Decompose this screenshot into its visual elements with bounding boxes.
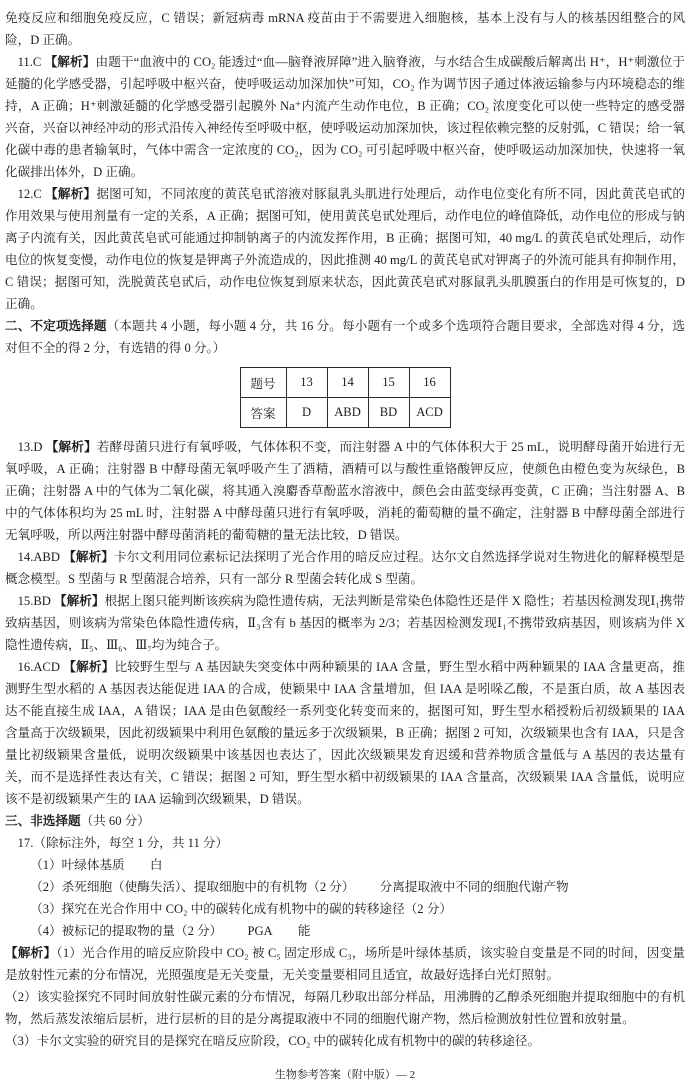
table-cell-number: 15 [368,368,409,398]
table-cell-answer: ABD [327,398,368,428]
table-header-label: 题号 [240,368,286,398]
answer-part: PGA [247,924,273,938]
explanation-text: （1）光合作用的暗反应阶段中 CO₂ 被 C₅ 固定形成 C₃，场所是叶绿体基质，该实验自变量是不同的时间，因变量是放射性元素的分布情况，光照强度是无关变量，无关变量要相同且适宜，故最好选择白光灯照射。 [5,946,685,982]
answer-document [5,7,685,1052]
answer-part: （2）杀死细胞（使酶失活）、提取细胞中的有机物（2 分） [30,880,355,894]
explanation-tag: 【解析】 [45,187,97,201]
table-cell-answer: BD [368,398,409,428]
question-number-answer: 12.C [17,187,42,201]
page-footer: 生物参考答案（附中版）— 2 [274,1069,416,1081]
section-note: （共 60 分） [80,814,150,828]
answer-table [240,367,451,428]
answer-item-14 [5,546,685,590]
q17-answer-2 [5,876,685,898]
answer-part: 分离提取液中不同的细胞代谢产物 [379,880,569,894]
table-cell-number: 16 [409,368,450,398]
scoring-note: （除标注外，每空 1 分，共 11 分） [33,836,229,850]
question-number-answer: 16.ACD [17,660,60,674]
answer-part: 能 [297,924,311,938]
table-row-answers [240,398,450,428]
explanation-tag: 【解析】 [45,440,97,454]
answer-table-wrapper [5,367,685,428]
explanation-text: 据图可知，不同浓度的黄芪皂甙溶液对豚鼠乳头肌进行处理后，动作电位变化有所不同，因此黄芪皂甙的作用效果与使用剂量有一定的关系，A 正确；据图可知，使用黄芪皂甙处理后，动作电位的峰值降低，动作电位的形成与钠离子内流有关，因此黄芪皂甙可能通过抑制钠离子的内流发挥作用，B 正确；据图可知，40 mg/L 的黄芪皂甙处理后，动作电位的恢复变慢，动作电位的恢复是钾离子外流造成的，因此推测 40 mg/L 的黄芪皂甙对钾离子的外流可能具有抑制作用，C 错误；据图可知，洗脱黄芪皂甙后，动作电位恢复到原来状态，因此黄芪皂甙对豚鼠乳头肌膜蛋白的作用是可恢复的，D 正确。 [5,187,686,311]
q17-answer-3 [5,898,685,920]
q17-answer-1 [5,854,685,876]
table-cell-answer: D [286,398,327,428]
answer-item-16 [5,656,685,810]
explanation-tag: 【解析】 [54,594,105,608]
question-number-answer: 15.BD [17,594,51,608]
q17-explanation-3: （3）卡尔文实验的研究目的是探究在暗反应阶段，CO₂ 中的碳转化成有机物中的碳的转移途径。 [5,1034,541,1048]
q17-answer-4 [5,920,685,942]
q17-explanation-1 [5,942,685,986]
question-number: 17. [17,836,34,850]
answer-item-15 [5,590,685,656]
section-heading-non-choice [5,810,685,832]
answer-part: 白 [149,858,163,872]
table-row-numbers [240,368,450,398]
answer-item-13 [5,436,685,546]
carryover-paragraph: 免疫反应和细胞免疫反应，C 错误；新冠病毒 mRNA 疫苗由于不需要进入细胞核，基本上没有与人的核基因组整合的风险，D 正确。 [5,11,685,47]
section-note: （本题共 4 小题，每小题 4 分，共 16 分。每小题有一个或多个选项符合题目要求，全部选对得 4 分，选对但不全的得 2 分，有选错的得 0 分。） [5,319,685,355]
question-number-answer: 14.ABD [17,550,60,564]
question-number-answer: 13.D [17,440,43,454]
table-cell-number: 14 [327,368,368,398]
section-title: 三、非选择题 [5,814,81,828]
explanation-tag: 【解析】 [5,946,57,960]
table-cell-answer: ACD [409,398,450,428]
answer-part: （3）探究在光合作用中 CO₂ 中的碳转化成有机物中的碳的转移途径（2 分） [30,902,452,916]
table-answer-label: 答案 [240,398,286,428]
explanation-text: 若酵母菌只进行有氧呼吸，气体体积不变，而注射器 A 中的气体体积大于 25 mL，说明酵母菌开始进行无氧呼吸，A 正确；注射器 B 中酵母菌无氧呼吸产生了酒精，酒精可以与酸性重铬酸钾反应，使颜色由橙色变为灰绿色，B 正确；注射器 A 中的气体为二氧化碳，将其通入溴麝香草酚蓝水溶液中，颜色会由蓝变绿再变黄，C 正确；当注射器 A、B 中的气体体积均为 25 mL 时，注射器 A 中酵母菌只进行有氧呼吸，消耗的葡萄糖的量不确定，注射器 B 中酵母菌全部进行无氧呼吸，所以两注射器中酵母菌消耗的葡萄糖的量无法比较，D 错误。 [5,440,686,542]
explanation-text: 比较野生型与 A 基因缺失突变体中两种颖果的 IAA 含量，野生型水稻中两种颖果的 IAA 含量更高，推测野生型水稻的 A 基因表达能促进 IAA 的合成，使颖果中 IAA 含量增加，但 IAA 是吲哚乙酸，不是蛋白质，故 A 基因表达不能直接生成 IAA，A 错误；IAA 是由色氨酸经一系列变化转变而来的，据图可知，野生型水稻授粉后初级颖果的 IAA 含量高于次级颖果，因此初级颖果中利用色氨酸的量远多于次级颖果，B 正确；据图 2 可知，次级颖果也含有 IAA，只是含量比初级颖果含量低，说明次级颖果中该基因也表达了，因此次级颖果发育迟缓和营养物质含量低与 A 基因的表达量有关，而不是选择性表达有关，C 错误；据图 2 可知，野生型水稻中初级颖果的 IAA 含量高，次级颖果 IAA 含量低，说明应该不是初级颖果产生的 IAA 运输到次级颖果，D 错误。 [5,660,686,806]
question-number-answer: 11.C [17,55,42,69]
explanation-text: 根据上图只能判断该疾病为隐性遗传病，无法判断是常染色体隐性还是伴 X 隐性；若基因检测发现Ⅰ₁携带致病基因，则该病为常染色体隐性遗传病，Ⅱ₃含有 b 基因的概率为 2/3；若基因检测发现Ⅰ₁不携带致病基因，则该病为伴 X 隐性遗传病，Ⅱ₅、Ⅲ₆、Ⅲ₇均为纯合子。 [5,594,685,652]
q17-explanation-2: （2）该实验探究不同时间放射性碳元素的分布情况，每隔几秒取出部分样品，用沸腾的乙醇杀死细胞并提取细胞中的有机物，然后蒸发浓缩后层析，进行层析的目的是分离提取液中不同的细胞代谢产物，然后检测放射性位置和放射量。 [5,990,685,1026]
answer-item-11 [5,51,685,183]
table-cell-number: 13 [286,368,327,398]
section-title: 二、不定项选择题 [5,319,107,333]
answer-part: （1）叶绿体基质 [30,858,125,872]
explanation-tag: 【解析】 [63,660,115,674]
answer-part: （4）被标记的提取物的量（2 分） [30,924,223,938]
explanation-text: 卡尔文利用同位素标记法探明了光合作用的暗反应过程。达尔文自然选择学说对生物进化的解释模型是概念模型。S 型菌与 R 型菌混合培养，只有一部分 R 型菌会转化成 S 型菌。 [5,550,686,586]
explanation-tag: 【解析】 [44,55,96,69]
explanation-text: 由题干“血液中的 CO₂ 能透过“血—脑脊液屏障”进入脑脊液，与水结合生成碳酸后解离出 H⁺，H⁺刺激位于延髓的化学感受器，引起呼吸中枢兴奋，使呼吸运动加深加快”可知，CO₂ 作为调节因子通过体液运输参与内环境稳态的维持，A 正确；H⁺刺激延髓的化学感受器引起膜外 Na⁺内流产生动作电位，B 正确；CO₂ 浓度变化可以使一些特定的感受器兴奋，兴奋以神经冲动的形式沿传入神经传至呼吸中枢，使呼吸运动加深加快，该过程依赖完整的反射弧，C 错误；给一氧化碳中毒的患者输氧时，气体中需含一定浓度的 CO₂，因为 CO₂ 可引起呼吸中枢兴奋，使呼吸运动加深加快，快速将一氧化碳排出体外，D 正确。 [5,55,685,179]
question-17-header [5,832,685,854]
section-heading-multi-choice [5,315,685,359]
answer-item-12 [5,183,685,315]
explanation-tag: 【解析】 [63,550,114,564]
